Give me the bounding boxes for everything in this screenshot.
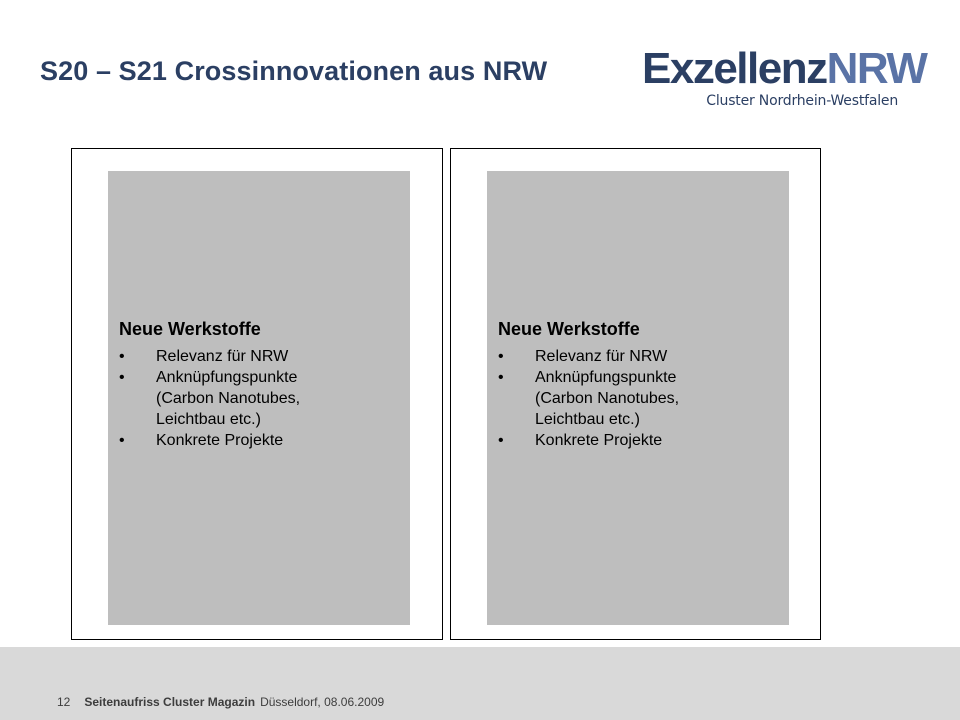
bullet-icon: • <box>119 348 125 365</box>
bullet-icon: • <box>498 432 504 449</box>
logo-subtitle: Cluster Nordrhein-Westfalen <box>706 93 898 109</box>
placeholder-panel-left <box>108 171 410 625</box>
bullet-text: Anknüpfungspunkte (Carbon Nanotubes, Leichtbau etc.) <box>535 369 680 428</box>
logo-wordmark <box>642 44 927 93</box>
bullet-text: Konkrete Projekte <box>156 432 284 449</box>
panel-text-left <box>119 319 404 451</box>
list-item <box>119 367 404 430</box>
footer-band <box>0 647 960 720</box>
content-frame-left <box>71 148 443 640</box>
bullet-icon: • <box>498 348 504 365</box>
list-item <box>498 430 783 451</box>
footer <box>57 695 384 709</box>
bullet-icon: • <box>119 369 125 386</box>
content-frame-right <box>450 148 821 640</box>
bullet-text: Relevanz für NRW <box>156 348 289 365</box>
bullet-list <box>498 346 783 451</box>
slide-title: S20 – S21 Crossinnovationen aus NRW <box>40 56 548 86</box>
logo-wordmark-accent: NRW <box>826 44 927 93</box>
placeholder-panel-right <box>487 171 789 625</box>
bullet-icon: • <box>498 369 504 386</box>
logo-wordmark-prefix: Exzellenz <box>642 44 827 93</box>
page-number: 12 <box>57 695 71 709</box>
panel-text-right <box>498 319 783 451</box>
footer-place-date: Düsseldorf, 08.06.2009 <box>260 695 385 709</box>
exzellenz-nrw-logo <box>638 44 927 115</box>
list-item <box>498 346 783 367</box>
bullet-icon: • <box>119 432 125 449</box>
panel-heading: Neue Werkstoffe <box>119 319 261 339</box>
bullet-text: Anknüpfungspunkte (Carbon Nanotubes, Leichtbau etc.) <box>156 369 301 428</box>
list-item <box>119 346 404 367</box>
panel-heading: Neue Werkstoffe <box>498 319 640 339</box>
footer-title: Seitenaufriss Cluster Magazin <box>84 695 256 709</box>
list-item <box>119 430 404 451</box>
bullet-text: Relevanz für NRW <box>535 348 668 365</box>
bullet-list <box>119 346 404 451</box>
list-item <box>498 367 783 430</box>
bullet-text: Konkrete Projekte <box>535 432 663 449</box>
